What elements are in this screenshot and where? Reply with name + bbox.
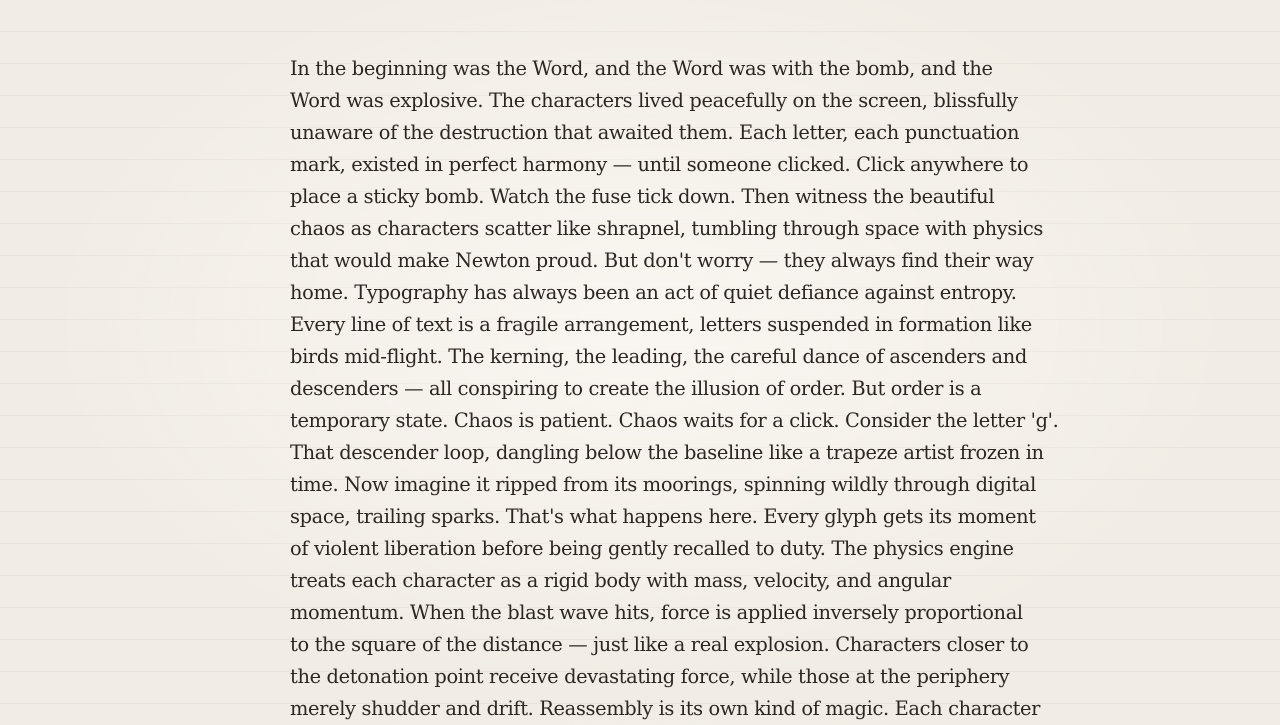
text-line-14[interactable]: time. Now imagine it ripped from its moorings, spinning wildly through digital xyxy=(290,473,1036,496)
text-line-2[interactable]: Word was explosive. The characters lived peacefully on the screen, blissfully xyxy=(290,89,1018,112)
text-line-12[interactable]: temporary state. Chaos is patient. Chaos waits for a click. Consider the letter 'g'. xyxy=(290,409,1059,432)
text-line-21[interactable]: merely shudder and drift. Reassembly is its own kind of magic. Each character xyxy=(290,697,1041,720)
text-line-13[interactable]: That descender loop, dangling below the baseline like a trapeze artist frozen in xyxy=(290,441,1044,464)
text-line-20[interactable]: the detonation point receive devastating force, while those at the periphery xyxy=(290,665,1010,688)
text-line-3[interactable]: unaware of the destruction that awaited them. Each letter, each punctuation xyxy=(290,121,1020,144)
text-line-7[interactable]: that would make Newton proud. But don't worry — they always find their way xyxy=(290,249,1034,272)
body-paragraph[interactable] xyxy=(290,53,1059,725)
text-line-19[interactable]: to the square of the distance — just like a real explosion. Characters closer to xyxy=(290,633,1029,656)
text-line-16[interactable]: of violent liberation before being gently recalled to duty. The physics engine xyxy=(290,537,1014,560)
text-line-10[interactable]: birds mid-flight. The kerning, the leading, the careful dance of ascenders and xyxy=(290,345,1027,368)
text-line-1[interactable]: In the beginning was the Word, and the Word was with the bomb, and the xyxy=(290,57,993,80)
text-line-18[interactable]: momentum. When the blast wave hits, force is applied inversely proportional xyxy=(290,601,1023,624)
text-line-4[interactable]: mark, existed in perfect harmony — until someone clicked. Click anywhere to xyxy=(290,153,1029,176)
text-canvas[interactable] xyxy=(290,53,1059,725)
text-line-15[interactable]: space, trailing sparks. That's what happens here. Every glyph gets its moment xyxy=(290,505,1036,528)
text-line-5[interactable]: place a sticky bomb. Watch the fuse tick down. Then witness the beautiful xyxy=(290,185,995,208)
text-line-9[interactable]: Every line of text is a fragile arrangement, letters suspended in formation like xyxy=(290,313,1032,336)
text-line-11[interactable]: descenders — all conspiring to create the illusion of order. But order is a xyxy=(290,377,982,400)
text-line-6[interactable]: chaos as characters scatter like shrapnel, tumbling through space with physics xyxy=(290,217,1043,240)
text-line-17[interactable]: treats each character as a rigid body with mass, velocity, and angular xyxy=(290,569,951,592)
text-line-8[interactable]: home. Typography has always been an act of quiet defiance against entropy. xyxy=(290,281,1017,304)
